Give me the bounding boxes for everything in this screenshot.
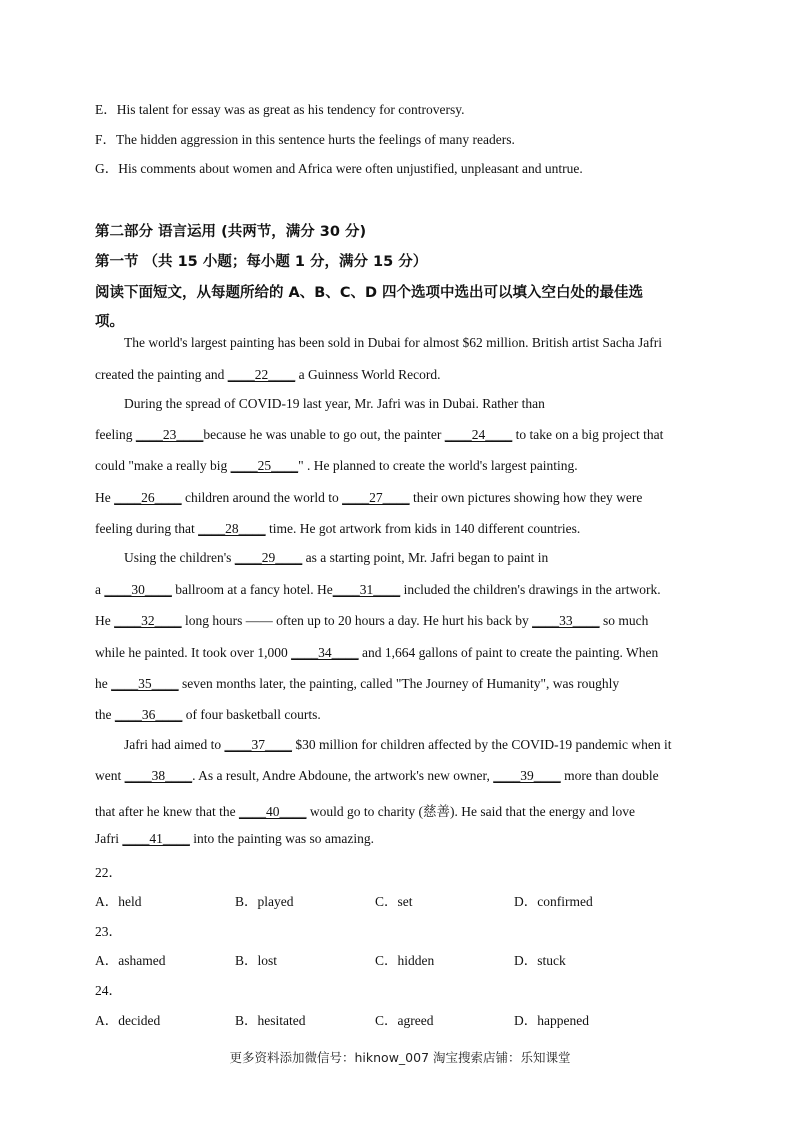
text: of four basketball courts.: [182, 707, 321, 722]
passage-line: [95, 645, 658, 661]
text: seven months later, the painting, called "The Journey of Humanity", was roughly: [178, 676, 620, 691]
text: and 1,664 gallons of paint to create the painting. When: [358, 645, 659, 660]
q23-option-c: C．hidden: [375, 953, 435, 968]
blank-27: ____27____: [342, 490, 410, 505]
q24-option-c: C．agreed: [375, 1013, 434, 1028]
passage-line: [95, 768, 659, 784]
blank-24: ____24____: [444, 427, 513, 442]
q22-option-c: C．set: [375, 894, 413, 909]
blank-37: ____37____: [224, 737, 292, 752]
text: to take on a big project that: [512, 427, 664, 442]
passage-line: [95, 800, 635, 820]
text: Jafri had aimed to: [124, 737, 225, 752]
text: ballroom at a fancy hotel. He: [171, 582, 333, 597]
text: Jafri: [95, 831, 123, 846]
q24-option-a: A．decided: [95, 1013, 161, 1028]
text: a Guinness World Record.: [295, 367, 441, 382]
text: He: [95, 613, 115, 628]
blank-30: ____30____: [104, 582, 172, 597]
question-number-24: 24．: [95, 983, 122, 998]
q23-option-b: B．lost: [235, 953, 278, 968]
text: He: [95, 490, 115, 505]
blank-38: ____38____: [124, 768, 193, 783]
instructions-line2: 项。: [95, 314, 124, 330]
passage-line: During the spread of COVID-19 last year, Mr. Jafri was in Dubai. Rather than: [124, 396, 545, 411]
text: a: [95, 582, 105, 597]
q23-option-d: D．stuck: [514, 953, 566, 968]
passage-line: [95, 613, 648, 629]
blank-22: ____22____: [227, 367, 296, 382]
option-g: G．His comments about women and Africa were often unjustified, unpleasant and untrue.: [95, 161, 583, 176]
section-sub-title: 第一节 （共 15 小题；每小题 1 分，满分 15 分）: [95, 254, 428, 270]
blank-41: ____41____: [122, 831, 190, 846]
text: created the painting and: [95, 367, 228, 382]
blank-35: ____35____: [111, 676, 179, 691]
text: their own pictures showing how they were: [409, 490, 643, 505]
passage-line: [95, 676, 619, 692]
q24-option-d: D．happened: [514, 1013, 589, 1028]
text: . As a result, Andre Abdoune, the artwork's new owner,: [192, 768, 494, 783]
q22-option-b: B．played: [235, 894, 294, 909]
text: $30 million for children affected by the COVID-19 pandemic when it: [291, 737, 672, 752]
passage-line: [95, 521, 580, 537]
text: would go to charity (慈善). He said that the energy and love: [306, 804, 635, 819]
blank-31: ____31____: [332, 582, 401, 597]
q23-option-a: A．ashamed: [95, 953, 166, 968]
text: children around the world to: [181, 490, 343, 505]
passage-line: [95, 707, 321, 723]
text: feeling during that: [95, 521, 199, 536]
text: " . He planned to create the world's largest painting.: [298, 458, 578, 473]
passage-line: [124, 737, 672, 753]
q24-option-b: B．hesitated: [235, 1013, 306, 1028]
blank-29: ____29____: [234, 550, 303, 565]
text: as a starting point, Mr. Jafri began to paint in: [302, 550, 549, 565]
passage-line: [95, 427, 663, 443]
instructions-line1: 阅读下面短文，从每题所给的 A、B、C、D 四个选项中选出可以填入空白处的最佳选: [95, 285, 644, 301]
text: long hours —— often up to 20 hours a day. He hurt his back by: [181, 613, 533, 628]
text: that after he knew that the: [95, 804, 239, 819]
text: he: [95, 676, 112, 691]
blank-28: ____28____: [198, 521, 266, 536]
blank-40: ____40____: [238, 804, 307, 819]
question-number-22: 22．: [95, 865, 122, 880]
text: so much: [599, 613, 649, 628]
passage-line: [95, 582, 661, 598]
page-footer: 更多资料添加微信号：hiknow_007 淘宝搜索店铺：乐知课堂: [229, 1050, 571, 1065]
option-f: F．The hidden aggression in this sentence hurts the feelings of many readers.: [95, 132, 515, 147]
blank-23: ____23____: [135, 427, 204, 442]
passage-line: [124, 550, 548, 566]
text: more than double: [560, 768, 659, 783]
text: because he was unable to go out, the painter: [203, 427, 445, 442]
text: included the children's drawings in the artwork.: [400, 582, 661, 597]
text: while he painted. It took over 1,000: [95, 645, 292, 660]
text: the: [95, 707, 115, 722]
passage-line: [95, 458, 578, 474]
q22-option-d: D．confirmed: [514, 894, 593, 909]
blank-25: ____25____: [230, 458, 299, 473]
passage-line: [95, 831, 374, 847]
passage-line: [95, 490, 642, 506]
section-part-title: 第二部分 语言运用 (共两节，满分 30 分): [95, 224, 367, 240]
text: went: [95, 768, 125, 783]
text: feeling: [95, 427, 136, 442]
q22-option-a: A．held: [95, 894, 142, 909]
question-number-23: 23．: [95, 924, 122, 939]
blank-32: ____32____: [114, 613, 182, 628]
text: time. He got artwork from kids in 140 different countries.: [265, 521, 581, 536]
text: Using the children's: [124, 550, 235, 565]
blank-34: ____34____: [291, 645, 359, 660]
blank-26: ____26____: [114, 490, 182, 505]
blank-36: ____36____: [114, 707, 183, 722]
passage-line: The world's largest painting has been sold in Dubai for almost $62 million. British artist Sacha Jafri: [124, 335, 662, 350]
passage-line: [95, 367, 440, 383]
option-e: E．His talent for essay was as great as his tendency for controversy.: [95, 102, 465, 117]
blank-33: ____33____: [532, 613, 600, 628]
text: could "make a really big: [95, 458, 231, 473]
text: into the painting was so amazing.: [189, 831, 374, 846]
blank-39: ____39____: [493, 768, 561, 783]
